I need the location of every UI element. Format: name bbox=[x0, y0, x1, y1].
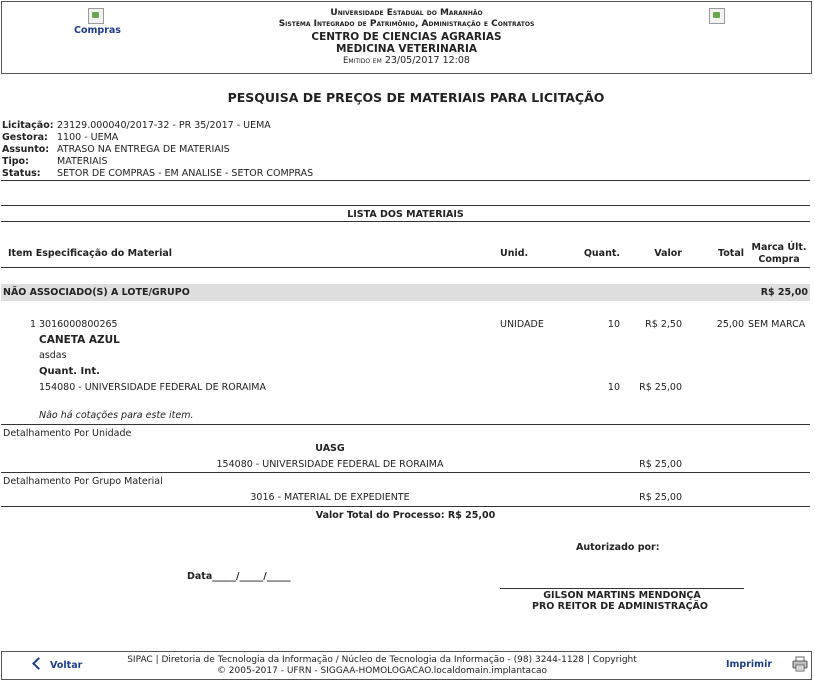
item-number: 1 bbox=[30, 319, 37, 330]
col-brand-line1: Marca Últ. bbox=[751, 242, 807, 253]
signer-name: GILSON MARTINS MENDONÇA bbox=[543, 590, 701, 601]
authorized-by: Autorizado por: bbox=[576, 542, 660, 553]
info-label-assunto: Assunto: bbox=[2, 144, 50, 155]
divider bbox=[1, 267, 810, 268]
item-brand: SEM MARCA bbox=[748, 319, 806, 330]
col-item-spec: Item Especificação do Material bbox=[8, 248, 173, 259]
university-name: Universidade Estadual do Maranhão bbox=[330, 8, 483, 18]
quant-int-value: R$ 25,00 bbox=[639, 382, 682, 393]
center-name: CENTRO DE CIENCIAS AGRARIAS bbox=[311, 31, 502, 43]
signer-role: PRO REITOR DE ADMINISTRAÇÃO bbox=[532, 601, 708, 612]
item-description: asdas bbox=[39, 350, 67, 361]
emitted-label: Emitido em bbox=[343, 56, 382, 66]
detail-group-row-name: 3016 - MATERIAL DE EXPEDIENTE bbox=[250, 492, 410, 503]
item-quant: 10 bbox=[607, 319, 620, 330]
divider bbox=[1, 424, 810, 425]
detail-group-label: Detalhamento Por Grupo Material bbox=[3, 476, 163, 487]
report-header bbox=[1, 1, 812, 74]
no-quotes-message: Não há cotações para este item. bbox=[39, 410, 194, 421]
info-label-tipo: Tipo: bbox=[2, 156, 29, 167]
info-value-status: SETOR DE COMPRAS - EM ANALISE - SETOR COMPRAS bbox=[57, 168, 314, 179]
footer-line2: © 2005-2017 - UFRN - SIGGAA-HOMOLOGACAO.localdomain.implantacao bbox=[216, 665, 548, 676]
detail-unit-row-value: R$ 25,00 bbox=[639, 459, 682, 470]
quant-int-label: Quant. Int. bbox=[39, 366, 100, 377]
item-code: 3016000800265 bbox=[39, 319, 118, 330]
emission-date bbox=[2, 55, 811, 66]
info-label-licitacao: Licitação: bbox=[2, 120, 54, 131]
total-process: Valor Total do Processo: R$ 25,00 bbox=[315, 510, 496, 521]
system-name: Sistema Integrado de Patrimônio, Administração e Contratos bbox=[278, 19, 535, 29]
page-title: PESQUISA DE PREÇOS DE MATERIAIS PARA LICITAÇÃO bbox=[227, 90, 605, 105]
quant-int-unit: 154080 - UNIVERSIDADE FEDERAL DE RORAIMA bbox=[39, 382, 266, 393]
col-brand-line2: Compra bbox=[758, 254, 800, 265]
group-row bbox=[1, 284, 810, 301]
group-label: NÃO ASSOCIADO(S) A LOTE/GRUPO bbox=[3, 287, 190, 298]
col-total: Total bbox=[718, 248, 744, 259]
footer-line1: SIPAC | Diretoria de Tecnologia da Informação / Núcleo de Tecnologia da Informação - (98) 3244-1128 | Copyright bbox=[127, 655, 637, 665]
info-label-status: Status: bbox=[2, 168, 41, 179]
group-total: R$ 25,00 bbox=[760, 287, 808, 298]
info-value-tipo: MATERIAIS bbox=[57, 156, 108, 167]
col-brand bbox=[746, 242, 812, 265]
col-unit: Unid. bbox=[500, 248, 529, 259]
signature-line bbox=[500, 588, 744, 589]
divider bbox=[1, 472, 810, 473]
course-name: MEDICINA VETERINARIA bbox=[335, 43, 478, 55]
col-quant: Quant. bbox=[583, 248, 620, 259]
compras-link[interactable]: Compras bbox=[74, 25, 121, 36]
divider bbox=[1, 221, 810, 222]
uasg-header: UASG bbox=[315, 443, 345, 454]
col-value: Valor bbox=[654, 248, 682, 259]
printer-icon[interactable] bbox=[792, 656, 808, 672]
footer-bar bbox=[1, 651, 812, 680]
footer-credits bbox=[62, 655, 702, 676]
item-total: 25,00 bbox=[716, 319, 744, 330]
emitted-value: 23/05/2017 12:08 bbox=[384, 55, 470, 66]
info-label-gestora: Gestora: bbox=[2, 132, 48, 143]
detail-unit-label: Detalhamento Por Unidade bbox=[3, 428, 132, 439]
date-line: Data_____/_____/_____ bbox=[187, 571, 291, 582]
quant-int-qty: 10 bbox=[607, 382, 620, 393]
info-value-assunto: ATRASO NA ENTREGA DE MATERIAIS bbox=[57, 144, 230, 155]
divider bbox=[1, 180, 810, 181]
item-value: R$ 2,50 bbox=[645, 319, 682, 330]
back-label: Voltar bbox=[50, 660, 83, 671]
item-unit: UNIDADE bbox=[500, 319, 544, 330]
item-name: CANETA AZUL bbox=[39, 334, 120, 346]
info-value-gestora: 1100 - UEMA bbox=[57, 132, 119, 143]
divider bbox=[1, 205, 810, 206]
materials-title: LISTA DOS MATERIAIS bbox=[347, 209, 464, 220]
print-link[interactable]: Imprimir bbox=[726, 659, 773, 670]
info-value-licitacao: 23129.000040/2017-32 - PR 35/2017 - UEMA bbox=[57, 120, 271, 131]
detail-group-row-value: R$ 25,00 bbox=[639, 492, 682, 503]
divider bbox=[1, 506, 810, 507]
chevron-left-icon bbox=[32, 657, 45, 670]
detail-unit-row-name: 154080 - UNIVERSIDADE FEDERAL DE RORAIMA bbox=[216, 459, 444, 470]
